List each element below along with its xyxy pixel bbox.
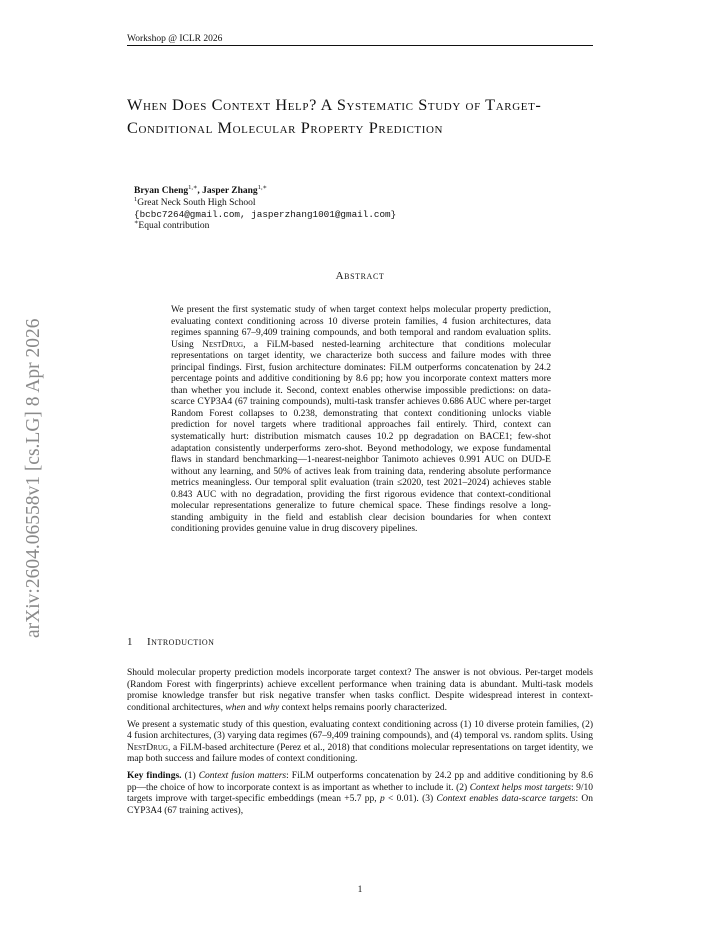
section-title: Introduction <box>147 636 215 648</box>
page-number: 1 <box>357 885 363 895</box>
author-sep: , <box>197 186 203 196</box>
text-run: , a FiLM-based architecture (Perez et al., 2018) that conditions molecular representations on target identity, we map both success and failure modes of context conditioning. <box>127 742 593 765</box>
author-emails[interactable]: {bcbc7264@gmail.com, jasperzhang1001@gmail.com} <box>134 209 397 221</box>
affiliation <box>134 195 594 210</box>
note-text: Equal contribution <box>138 220 210 231</box>
text-run: : On CYP3A4 (67 training actives), <box>127 794 594 817</box>
abstract-part: , a FiLM-based nested-learning architecture that conditions molecular representations on target identity, we characterize both success and failure modes with three principal findings. First, fusion architecture dominates: FiLM outperforms concatenation by 24.2 percentage points and additive conditioning by 8.6 pp; how you incorporate context matters more than whether you include it. Second, context enables otherwise impossible predictions: on data-scarce CYP3A4 (67 training compounds), multi-task transfer achieves 0.686 AUC where per-target Random Forest collapses to 0.238, demonstrating that context conditioning unlocks viable prediction for novel targets where traditional approaches fail entirely. Third, context can systematically hurt: distribution mismatch causes 10.2 pp degradation on BACE1; few-shot adaptation consistently underperforms zero-shot. Beyond methodology, we expose fundamental flaws in standard benchmarking—1-nearest-neighbor Tanimoto achieves 0.991 AUC on DUD-E without any learning, and 50% of actives leak from training data, rendering absolute performance metrics meaningless. Our temporal split evaluation (train ≤2020, test 2021–2024) achieves stable 0.843 AUC with no degradation, providing the first rigorous evidence that context-conditional molecular representations generalize to future chemical space. These findings resolve a long-standing ambiguity in the field and establish clear decision boundaries for when context conditioning provides genuine value in drug discovery pipelines. <box>171 339 551 535</box>
text-run: (1) <box>181 771 199 782</box>
emph: when <box>225 702 246 713</box>
emph: p <box>379 794 385 805</box>
arxiv-stamp-text: arXiv:2604.06558v1 [cs.LG] 8 Apr 2026 <box>23 318 44 638</box>
emph: Context fusion matters <box>198 771 287 782</box>
author-name: Bryan Cheng <box>134 186 189 196</box>
intro-body <box>127 668 593 823</box>
author-sup: 1,∗ <box>188 183 198 191</box>
paper-title: When Does Context Help? A Systematic Study of Target-Conditional Molecular Property Prediction <box>127 95 542 137</box>
paragraph <box>127 720 593 766</box>
text-run: Should molecular property prediction models incorporate target context? The answer is not obvious. Per-target models (Random Forest with fingerprints) achieve excellent performance when training data is abundant. Multi-task models promise knowledge transfer but risk negative transfer when tasks conflict. Despite widespread interest in context-conditional architectures, <box>127 668 593 713</box>
author-name: Jasper Zhang <box>202 186 258 196</box>
text-run: : FiLM outperforms concatenation by 24.2 pp and additive conditioning by 8.6 pp—the choice of how to incorporate context is as important as whether to include it. (2) <box>127 771 594 793</box>
section-number: 1 <box>127 636 133 648</box>
run-in-heading: Key findings. <box>127 771 182 782</box>
running-header: Workshop @ ICLR 2026 <box>127 34 223 44</box>
text-run: context helps remains poorly characterized. <box>279 702 448 713</box>
method-name: NestDrug <box>127 742 168 753</box>
note-sup: ∗ <box>134 218 139 226</box>
abstract-text <box>171 305 551 536</box>
equal-contribution-note <box>134 218 594 233</box>
emph: Context enables data-scarce targets <box>436 794 576 805</box>
section-heading <box>127 636 593 648</box>
method-name: NestDrug <box>202 339 244 350</box>
text-run: : 9/10 targets improve with target-specific embeddings (mean +5.7 pp, <box>127 782 594 805</box>
author-names <box>134 183 594 198</box>
arxiv-stamp <box>24 268 44 638</box>
text-run: and <box>245 702 264 713</box>
paragraph <box>127 668 593 714</box>
abstract-part: We present the first systematic study of when target context helps molecular property prediction, evaluating context conditioning across 10 diverse protein families, 4 fusion architectures, data regimes spanning 67–9,409 training compounds, and both temporal and random evaluation splits. Using <box>171 305 551 350</box>
paragraph <box>127 771 593 817</box>
emph: why <box>263 702 280 713</box>
author-block <box>134 183 594 232</box>
text-run: < 0.01). (3) <box>384 794 437 805</box>
header-rule <box>127 45 593 46</box>
abstract-heading: Abstract <box>335 270 385 282</box>
affiliation-sup: 1 <box>134 195 138 203</box>
affiliation-text: Great Neck South High School <box>137 197 256 208</box>
emph: Context helps most targets <box>469 782 571 793</box>
text-run: We present a systematic study of this question, evaluating context conditioning across (1) 10 diverse protein families, (2) 4 fusion architectures, (3) varying data regimes (67–9,409 training compounds), and (4) temporal vs. random splits. Using <box>127 719 593 742</box>
author-sup: 1,∗ <box>257 183 267 191</box>
